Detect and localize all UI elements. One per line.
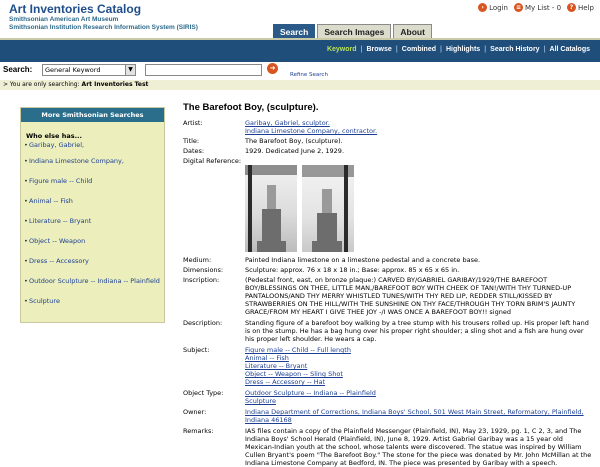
subject-link[interactable]: Dress -- Accessory -- Hat [245, 378, 326, 386]
main-tabs [273, 24, 432, 39]
tree-canopy-shape [245, 165, 297, 175]
sidebar-item-outdoor-sculpture[interactable]: • Outdoor Sculpture -- Indiana -- Plainfield [26, 276, 164, 296]
field-value: The Barefoot Boy, (sculpture). [245, 137, 343, 145]
field-remarks [183, 427, 593, 467]
who-else-heading: Who else has... [26, 132, 82, 140]
sidebar-header: More Smithsonian Searches [21, 108, 164, 122]
field-dates [183, 147, 593, 155]
nav-divider: | [440, 46, 442, 53]
museum-name: Smithsonian American Art Museum [9, 16, 119, 23]
record-detail [183, 102, 593, 467]
field-subject [183, 346, 593, 386]
tree-trunk-shape [248, 165, 252, 252]
field-label: Subject: [183, 346, 210, 354]
artist-link-indiana-limestone[interactable]: Indiana Limestone Company, contractor. [245, 127, 378, 135]
my-list-link[interactable] [514, 3, 561, 12]
help-icon: ? [567, 3, 576, 12]
nav-divider: | [360, 46, 363, 53]
sidebar-item-animal-fish[interactable]: • Animal -- Fish [26, 196, 164, 216]
digital-image-thumbnail[interactable] [302, 165, 354, 252]
nav-keyword[interactable]: Keyword [326, 46, 357, 53]
my-list-label: My List - 0 [524, 3, 562, 12]
field-label: Artist: [183, 119, 203, 127]
sidebar-item-literature-bryant[interactable]: • Literature -- Bryant [26, 216, 164, 236]
object-type-link[interactable]: Sculpture [245, 397, 276, 405]
nav-divider: | [543, 46, 546, 53]
nav-highlights[interactable]: Highlights [445, 46, 481, 53]
login-icon: › [478, 3, 487, 12]
nav-all-catalogs[interactable]: All Catalogs [549, 46, 590, 53]
record-title: The Barefoot Boy, (sculpture). [183, 102, 319, 113]
field-description [183, 319, 593, 343]
related-search-list [21, 140, 164, 316]
search-field-value: General Keyword [45, 66, 101, 74]
field-object-type [183, 389, 593, 405]
field-label: Description: [183, 319, 223, 327]
nav-browse[interactable]: Browse [366, 46, 392, 53]
field-inscription [183, 276, 593, 316]
search-row [0, 62, 600, 80]
refine-search-link[interactable]: Refine Search [290, 72, 328, 78]
field-digital-reference [183, 157, 593, 252]
list-icon: ≡ [515, 4, 521, 11]
search-nav-bar [0, 38, 600, 64]
statue-shape [322, 189, 332, 213]
subject-link[interactable]: Figure male -- Child -- Full length [245, 346, 351, 354]
header-tools [478, 3, 594, 12]
digital-image-thumbnail[interactable] [245, 165, 297, 252]
nav-divider: | [484, 46, 487, 53]
search-go-button[interactable] [267, 63, 278, 74]
catalog-brand[interactable] [9, 3, 198, 32]
field-label: Object Type: [183, 389, 224, 397]
search-scope-bar [0, 80, 600, 90]
tab-about[interactable]: About [393, 24, 432, 39]
field-label: Inscription: [183, 276, 220, 284]
chevron-down-icon[interactable]: ▼ [125, 65, 135, 75]
field-value: Standing figure of a barefoot boy walking by a tree stump with his trousers rolled up. His proper left hand is on the stump. He has a bag hung over his proper right shoulder; a sling shot and a fish are hung over his proper left shoulder. He wears a cap. [245, 319, 589, 343]
nav-search-history[interactable]: Search History [490, 46, 540, 53]
field-label: Medium: [183, 256, 212, 264]
field-owner [183, 408, 593, 424]
tab-search-images[interactable]: Search Images [317, 24, 391, 39]
subject-link[interactable]: Literature -- Bryant [245, 362, 308, 370]
field-value: (Pedestal front, east, on bronze plaque:) CARVED BY/GABRIEL GARIBAY/1929/THE BAREFOOT BOY/BLESSINGS ON THEE, LITTLE MAN,/BAREFOOT BOY WITH CHEEK OF TAN!/WITH THY TURNED-UP PANTALOONS/AND THY MERRY WHISTLED TUNES/WITH THY RED LIP, REDDER STILL/KISSED BY STRAWBERRIES ON THE HILL/WITH THE SUNSHINE ON THY FACE/THROUGH THY TORN BRIM'S JAUNTY GRACE/FROM MY HEART I GIVE THEE JOY -/I WAS ONCE A BAREFOOT BOY!! signed [245, 276, 576, 316]
field-label: Digital Reference: [183, 157, 242, 165]
field-label: Owner: [183, 408, 207, 416]
field-value: IAS files contain a copy of the Plainfield Messenger (Plainfield, IN), May 23, 1929, pg. 1, C 2, 3, and The Indiana Boys' School Herald (Plainfield, IN), June 8, 1929. Artist Gabriel Garibay was a 15 year old Mexican-Indian youth at the school, whose talents were discovered. The statue was inspired by William Cullen Bryant's poem "The Barefoot Boy." The stone for the piece was donated by Mr. John McMillan at the Indiana Limestone Company at Bedford, IN. The piece was presented by Garibay with a speech. [245, 427, 592, 467]
pedestal-shape [262, 209, 281, 241]
field-label: Dates: [183, 147, 205, 155]
more-searches-sidebar [20, 107, 165, 323]
tree-trunk-shape [344, 165, 348, 252]
sidebar-item-indiana-limestone[interactable]: • Indiana Limestone Company, [26, 156, 164, 176]
base-shape [257, 241, 286, 252]
field-label: Remarks: [183, 427, 214, 435]
search-field-select[interactable] [42, 64, 136, 76]
statue-shape [267, 185, 276, 209]
search-input[interactable] [145, 64, 262, 76]
app-title[interactable]: Art Inventories Catalog [9, 2, 142, 16]
field-dimensions [183, 266, 593, 274]
login-label: Login [489, 3, 508, 12]
sidebar-item-sculpture[interactable]: • Sculpture [26, 296, 164, 316]
nav-combined[interactable]: Combined [401, 46, 436, 53]
search-mode-links [323, 46, 594, 53]
app-header [0, 0, 600, 38]
sidebar-item-garibay[interactable]: • Garibay, Gabriel, [26, 140, 164, 156]
subject-link[interactable]: Animal -- Fish [245, 354, 289, 362]
tree-canopy-shape [302, 165, 354, 177]
siris-name: Smithsonian Institution Research Information System (SIRIS) [9, 24, 198, 31]
pedestal-shape [317, 213, 337, 241]
login-link[interactable] [478, 3, 508, 12]
field-artist [183, 119, 593, 135]
scope-value: Art Inventories Test [81, 81, 149, 88]
arrow-right-icon: ➜ [269, 64, 276, 72]
search-label: Search: [3, 65, 33, 74]
field-title [183, 137, 593, 145]
tab-search[interactable]: Search [273, 24, 315, 39]
sidebar-item-figure-male[interactable]: • Figure male -- Child [26, 176, 164, 196]
field-medium [183, 256, 593, 264]
field-label: Dimensions: [183, 266, 224, 274]
scope-prefix: > You are only searching: [3, 81, 80, 88]
field-value: 1929. Dedicated June 2, 1929. [245, 147, 345, 155]
field-value: Sculpture: approx. 76 x 18 x 18 in.; Base: approx. 85 x 65 x 65 in. [245, 266, 460, 274]
help-link[interactable] [567, 3, 594, 12]
sidebar-item-dress-accessory[interactable]: • Dress -- Accessory [26, 256, 164, 276]
object-type-link[interactable]: Outdoor Sculpture -- Indiana -- Plainfield [245, 389, 376, 397]
field-label: Title: [183, 137, 200, 145]
sidebar-item-object-weapon[interactable]: • Object -- Weapon [26, 236, 164, 256]
help-label: Help [578, 3, 594, 12]
field-value: Painted Indiana limestone on a limestone pedestal and a concrete base. [245, 256, 481, 264]
base-shape [312, 241, 342, 252]
nav-divider: | [395, 46, 398, 53]
owner-link[interactable]: Indiana Department of Corrections, Indiana Boys' School, 501 West Main Street, Reformatory, Plainfield, Indiana 46168 [245, 408, 584, 424]
subject-link[interactable]: Object -- Weapon -- Sling Shot [245, 370, 343, 378]
artist-link-garibay[interactable]: Garibay, Gabriel, sculptor. [245, 119, 330, 127]
